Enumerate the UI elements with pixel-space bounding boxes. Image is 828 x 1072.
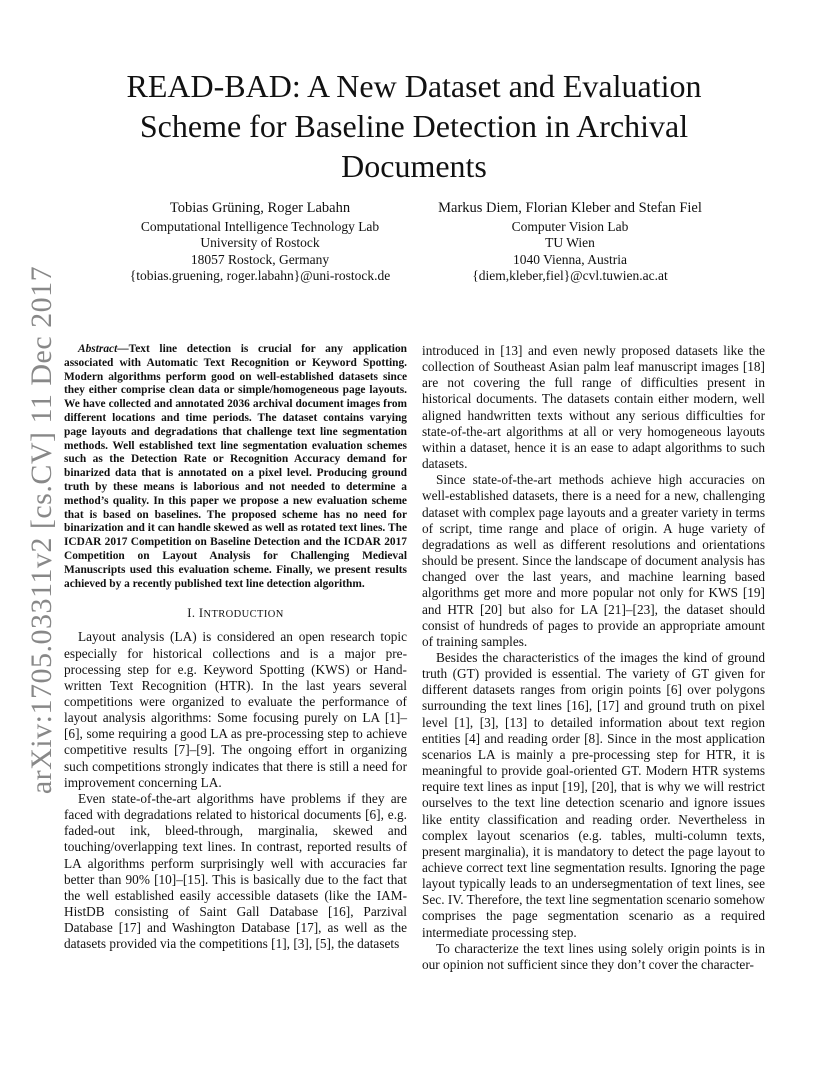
paragraph: Layout analysis (LA) is considered an open research topic especially for historical collections and is a major pre-processing step for e.g. Keyword Spotting (KWS) or Hand-written Text Recognition (HTR). In the last years several competitions were organized to evaluate the performance of layout analysis algorithms: Some focusing purely on LA [1]–[6], some requiring a good LA as pre-processing step to achieve competitive results [7]–[9]. The ongoing effort in organizing such competitions strongly indicates that there is still a need for improvement concerning LA.: [64, 629, 407, 790]
left-column: [64, 343, 407, 952]
author-block-right: [420, 200, 720, 285]
paragraph: To characterize the text lines using solely origin points is in our opinion not sufficient since they don’t cover the character-: [422, 940, 765, 972]
paragraph: Besides the characteristics of the images the kind of ground truth (GT) provided is essential. The variety of GT given for different datasets ranges from origin points [6] over polygons surrounding the text lines [16], [17] and ground truth on pixel level [1], [3], [13] to detailed information about text region entities [4] and reading order [8]. Since in the most application scenarios LA is mainly a pre-processing step for HTR, it is meaningful to provide goal-oriented GT. Modern HTR systems require text lines as input [19], [20], that is why we will restrict ourselves to the text line detection scenario and ignore issues like entity classification and reading order. Nevertheless in complex layout scenarios (e.g. tables, multi-column texts, present marginalia), it is mandatory to detect the page layout to achieve correct text line segmentation results. Ignoring the page layout typically leads to an undersegmentation of text lines, see Sec. IV. Therefore, the text line segmentation scenario somehow comprises the page segmentation scenario as a required intermediate processing step.: [422, 649, 765, 940]
right-column: [422, 343, 765, 973]
author-names: Markus Diem, Florian Kleber and Stefan Fiel: [438, 200, 702, 216]
section-heading-introduction: [64, 605, 407, 623]
abstract-label: Abstract: [78, 343, 118, 355]
abstract-text: —Text line detection is crucial for any application associated with Automatic Text Recognition or Keyword Spotting. Modern algorithms perform good on well-established datasets since they either comprise clean data or simple/homogeneous page layouts. We have collected and annotated 2036 archival document images from different locations and time periods. The dataset contains varying page layouts and degradations that challenge text line segmentation methods. Well established text line segmentation evaluation schemes such as the Detection Rate or Recognition Accuracy demand for binarized data that is annotated on a pixel level. Producing ground truth by these means is laborious and not needed to determine a method’s quality. In this paper we propose a new evaluation scheme that is based on baselines. The proposed scheme has no need for binarization and it can handle skewed as well as rotated text lines. The ICDAR 2017 Competition on Baseline Detection and the ICDAR 2017 Competition on Layout Analysis for Challenging Medieval Manuscripts used this evaluation scheme. Finally, we present results achieved by a recently published text line detection algorithm.: [64, 343, 407, 590]
author-affiliation: Computer Vision Lab: [511, 218, 629, 234]
paragraph: introduced in [13] and even newly proposed datasets like the collection of Southeast Asian palm leaf manuscript images [18] are not covering the full range of difficulties present in historical documents. The datasets contain either modern, well aligned handwritten texts without any serious difficulties for state-of-the-art algorithms at all or very homogeneous layouts within a dataset, hence it is an ease to adapt algorithms to such datasets.: [422, 343, 765, 472]
abstract: [64, 343, 407, 591]
author-institution: TU Wien: [545, 235, 595, 250]
author-names: Tobias Grüning, Roger Labahn: [169, 200, 351, 216]
arxiv-identifier-text: arXiv:1705.03311v2 [cs.CV] 11 Dec 2017: [25, 265, 59, 795]
author-address: 1040 Vienna, Austria: [512, 251, 628, 267]
author-institution: University of Rostock: [200, 235, 320, 250]
section-title-initial: I: [198, 606, 204, 621]
author-block-left: [110, 200, 410, 285]
paragraph: Even state-of-the-art algorithms have problems if they are faced with degradations related to historical documents [6], e.g. faded-out ink, bleed-through, marginalia, skewed and touching/overlapping text lines. In contrast, reported results of LA algorithms perform surprisingly well with accuracies far better than 90% [10]–[15]. This is basically due to the fact that the well established easily accessible datasets (like the IAM-HistDB consisting of Saint Gall Database [16], Parzival Database [17] and Washington Database [17], as well as the datasets provided via the competitions [1], [3], [5], the datasets: [64, 790, 407, 952]
author-email: {tobias.gruening, roger.labahn}@uni-rostock.de: [129, 268, 391, 283]
section-number: I.: [187, 606, 196, 621]
section-title-rest: NTRODUCTION: [203, 609, 284, 621]
arxiv-identifier: [20, 265, 64, 795]
paragraph: Since state-of-the-art methods achieve high accuracies on well-established datasets, there is a need for a new, challenging dataset with complex page layouts and a greater variety in terms of script, time range and place of origin. A huge variety of degradations as well as different resolutions and orientations should be present. Since the landscape of document analysis has changed over the last years, and machine learning based algorithms get more and more popular not only for KWS [19] and HTR [20] but also for LA [21]–[23], the dataset should consist of hundreds of pages to provide an appropriate amount of training samples.: [422, 472, 765, 649]
author-address: 18057 Rostock, Germany: [190, 251, 330, 267]
author-email: {diem,kleber,fiel}@cvl.tuwien.ac.at: [472, 268, 668, 283]
author-affiliation: Computational Intelligence Technology Lab: [140, 218, 380, 234]
paper-title: READ-BAD: A New Dataset and Evaluation Scheme for Baseline Detection in Archival Documents: [126, 68, 702, 184]
